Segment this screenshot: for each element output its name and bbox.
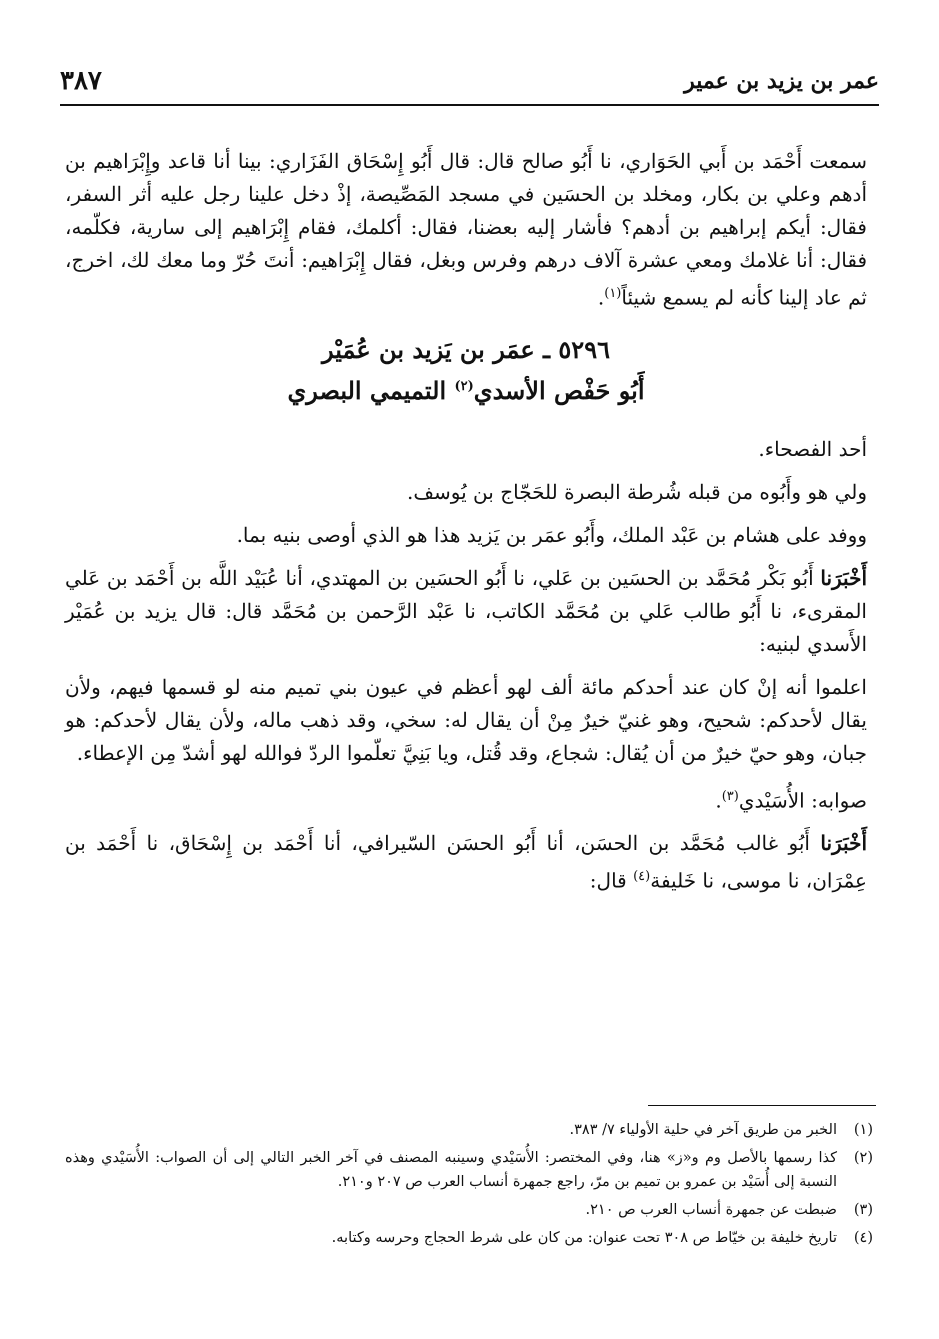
page-header [60,58,879,106]
entry-heading [65,331,867,409]
footnote-text: ضبطت عن جمهرة أنساب العرب ص ٢١٠. [585,1202,837,1218]
paragraph-6-end: . [715,788,722,813]
main-text [65,145,867,908]
paragraph-1: أحد الفصحاء. [758,436,867,461]
footnote-text: الخبر من طريق آخر في حلية الأولياء ٧/ ٣٨٣. [569,1122,837,1138]
entry-subtitle-b: التميمي البصري [287,375,447,405]
footnote-number: (٢) [853,1150,873,1166]
footnote-number: (٣) [853,1202,873,1218]
paragraph-7-lead: أَخْبَرَنا [820,831,867,856]
paragraph-opening-end: . [597,285,605,310]
footnotes [65,1118,873,1254]
footnote-4 [65,1226,873,1250]
entry-title: ٥٢٩٦ ـ عمَر بن يَزيد بن عُمَيْر [322,334,610,364]
paragraph-2: ولي هو وأَبُوه من قبله شُرطة البصرة للحَجّاج بن يُوسف. [406,479,867,504]
footnote-ref-1: (١) [604,286,622,301]
footnote-divider [648,1105,876,1106]
paragraph-7 [65,827,867,898]
paragraph-6-text: صوابه: الأُسَيْدي [738,788,867,813]
footnote-text: تاريخ خليفة بن خيّاط ص ٣٠٨ تحت عنوان: من كان على شرط الحجاج وحرسه وكتابه. [331,1230,837,1246]
paragraph-6 [65,780,867,818]
entry-subtitle-a: أَبُو حَفْص الأسدي [473,375,645,405]
paragraph-7-text: أَبُو غالب مُحَمَّد بن الحسَن، أنا أَبُو الحسَن السّيرافي، أنا أَحْمَد بن إِسْحَاق، نا أَحْمَد بن عِمْرَان، نا موسى، نا خَليفة [65,831,867,893]
footnote-ref-2: (٢) [454,378,474,394]
footnote-ref-4: (٤) [633,869,651,885]
page-number: ٣٨٧ [60,66,102,96]
paragraph-5: اعلموا أنه إنْ كان عند أحدكم مائة ألف لهو أعظم في عيون بني تميم منه لو قسمها فيهم، ولأن يقال لأحدكم: شحيح، وهو غنيّ خيرٌ مِنْ أن يقال له: سخي، وقد ذهب ماله، ولأن يقال لأحدكم: هو جبان، وهو حيّ خيرٌ من أن يُقال: شجاع، وقد قُتل، ويا بَنِيَّ تعلّموا الردّ فوالله لهو أشدّ مِن الإعطاء. [65,674,867,765]
footnote-text: كذا رسمها بالأصل وم و«ز» هنا، وفي المختصر: الأُسَيْدي وسينبه المصنف في آخر الخبر التالي إلى أن الصواب: الأُسَيْدي وهذه النسبة إلى أُسَيْد بن عمرو بن تميم بن مرّ، راجع جمهرة أنساب العرب ص ٢٠٧ و٢١٠. [65,1150,837,1190]
paragraph-4-lead: أَخْبَرَنا [820,565,867,590]
footnote-1 [65,1118,873,1142]
paragraph-4 [65,562,867,661]
paragraph-opening [65,145,867,315]
entry-subtitle [65,368,867,409]
footnote-3 [65,1198,873,1222]
footnote-number: (٤) [853,1230,873,1246]
paragraph-7-end: قال: [589,868,634,893]
running-title: عمر بن يزيد بن عمير [684,68,879,94]
paragraph-opening-text: سمعت أَحْمَد بن أَبي الحَوَاري، نا أَبُو صالح قال: قال أَبُو إِسْحَاق الفَزَاري: بينا أنا قاعد وإِبْرَاهيم بن أدهم وعلي بن بكار، ومخلد بن الحسَين في مسجد المَصِّيصة، إذْ دخل علينا رجل عليه أثر السفر، فقال: أيكم إبراهيم بن أدهم؟ فأشار إليه بعضنا، فقال: أكلمك، فقام إِبْرَاهيم إلى سارية، فكلّمه، فقال: أنا غلامك ومعي عشرة آلاف درهم وفرس وبغل، فقال إِبْرَاهيم: أنتَ حُرّ وما معك لك، اخرج، ثم عاد إلينا كأنه لم يسمع شيئاً [65,149,867,310]
footnote-number: (١) [853,1122,873,1138]
footnote-2 [65,1146,873,1194]
paragraph-3: ووفد على هشام بن عَبْد الملك، وأَبُو عمَر بن يَزيد هذا هو الذي أوصى بنيه بما. [236,522,867,547]
paragraph-4-text: أَبُو بَكْر مُحَمَّد بن الحسَين بن عَلي، نا أَبُو الحسَين بن المهتدي، أنا عُبَيْد اللَّه بن أَحْمَد بن عَلي المقرىء، نا أَبُو طالب عَلي بن مُحَمَّد الكاتب، نا عَبْد الرَّحمن بن مُحَمَّد قال: قال يزيد بن عُمَيْر الأَسدي لبنيه: [65,565,867,656]
footnote-ref-3: (٣) [721,788,739,804]
